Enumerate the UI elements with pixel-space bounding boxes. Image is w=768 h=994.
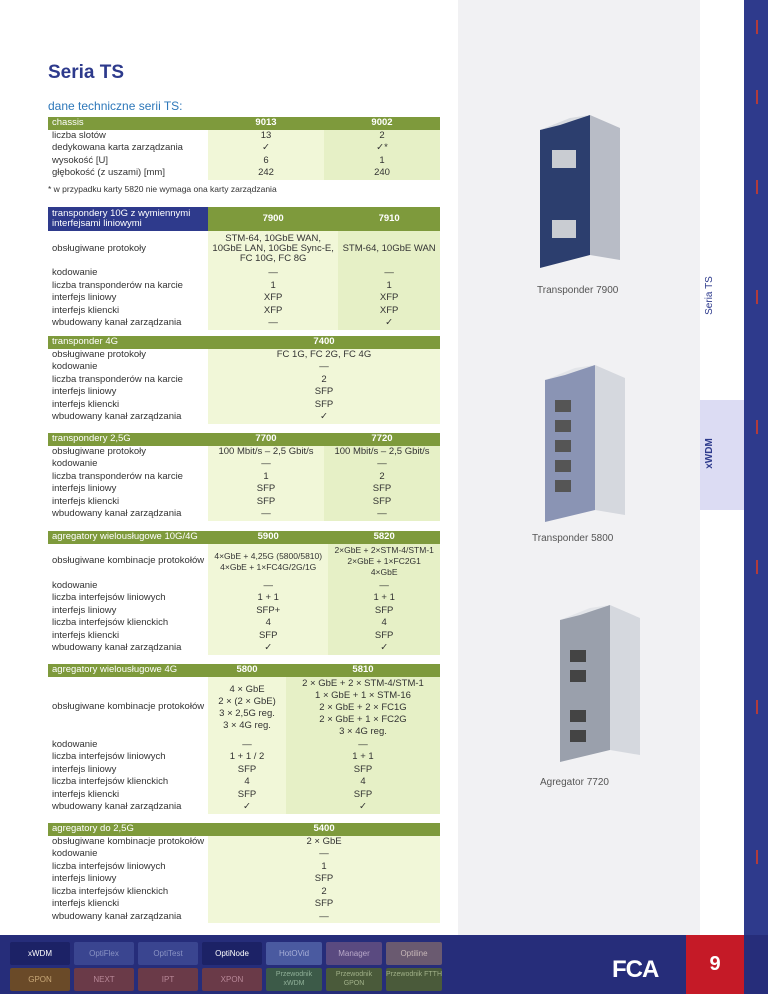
row-label: wysokość [U]: [52, 154, 108, 166]
row-label: liczba interfejsów liniowych: [52, 751, 166, 762]
table-row: [48, 911, 440, 924]
t10g-header-7900: 7900: [208, 207, 338, 231]
combo-line: 3 × 2,5G reg.: [219, 707, 275, 719]
row-label: interfejs liniowy: [52, 483, 117, 494]
nav-optiflex[interactable]: OptiFlex: [74, 942, 134, 965]
cell-value: 100 Mbit/s – 2,5 Gbit/s: [324, 446, 440, 459]
a25g-header-label: agregatory do 2,5G: [48, 823, 208, 836]
combo-line: 4 × GbE: [229, 683, 265, 695]
table-row: [48, 630, 440, 643]
table-row: [48, 751, 440, 764]
cell-value: ✓: [286, 801, 440, 814]
cell-value: —: [208, 580, 328, 593]
table-row: [48, 167, 440, 180]
cell-value: 1 + 1: [328, 592, 440, 605]
cell-value: XFP: [208, 292, 338, 305]
cell-value: SFP: [286, 764, 440, 777]
cell-value: SFP: [208, 789, 286, 802]
table-row: [48, 349, 440, 362]
table-row: [48, 411, 440, 424]
combo-line: 1 × GbE + 1 × STM-16: [315, 689, 411, 701]
combo-line: 2 × GbE + 1 × FC2G: [319, 713, 407, 725]
row-label: obsługiwane protokoły: [52, 348, 147, 360]
cell-value: —: [208, 508, 324, 521]
table-row: [48, 898, 440, 911]
a4g-header-label: agregatory wielousługowe 4G: [48, 664, 208, 677]
protocol-line: FC 10G, FC 8G: [239, 253, 307, 264]
t25g-header-7700: 7700: [208, 433, 324, 446]
cell-value: 1 + 1: [208, 592, 328, 605]
table-row: [48, 496, 440, 509]
cell-value: 2: [324, 130, 440, 143]
cell-value: SFP: [208, 399, 440, 412]
table-row: [48, 861, 440, 874]
combo-line: 2×GbE + 1×FC2G1: [347, 556, 421, 566]
cell-value: 242: [208, 167, 324, 180]
cell-value: ✓: [208, 411, 440, 424]
nav-manager[interactable]: Manager: [326, 942, 382, 965]
table-row: [48, 155, 440, 168]
cell-value: ✓*: [324, 142, 440, 155]
a10g-header-label: agregatory wielousługowe 10G/4G: [48, 531, 208, 544]
aggregator-7720-image: [540, 600, 650, 765]
table-row: [48, 592, 440, 605]
combo-line: 2 × GbE + 2 × FC1G: [319, 701, 407, 713]
nav-xpon[interactable]: XPON: [202, 968, 262, 991]
page-number: 9: [686, 935, 744, 994]
t10g-header-7910: 7910: [338, 207, 440, 231]
table-row: [48, 764, 440, 777]
cell-value: —: [324, 458, 440, 471]
nav-optiline[interactable]: Optiline: [386, 942, 442, 965]
cell-value: 1: [208, 280, 338, 293]
chassis-footnote: * w przypadku karty 5820 nie wymaga ona karty zarządzania: [48, 184, 277, 194]
nav-guide-xwdm[interactable]: Przewodnik xWDM: [266, 968, 322, 991]
cell-value: —: [208, 361, 440, 374]
nav-hotovid[interactable]: HotOVid: [266, 942, 322, 965]
cell-value: —: [328, 580, 440, 593]
row-label: interfejs kliencki: [52, 398, 120, 410]
table-row: [48, 130, 440, 143]
row-label: liczba transponderów na karcie: [52, 470, 183, 482]
cell-value: XFP: [338, 292, 440, 305]
row-label: interfejs kliencki: [52, 304, 120, 316]
transponder-7900-image: [520, 110, 630, 270]
chassis-header-9013: 9013: [208, 117, 324, 130]
cell-value: ✓: [208, 142, 324, 155]
caption-transponder-5800: Transponder 5800: [532, 533, 614, 544]
table-row: [48, 605, 440, 618]
cell-value: FC 1G, FC 2G, FC 4G: [208, 349, 440, 362]
row-label: dedykowana karta zarządzania: [52, 142, 183, 153]
cell-value: 1 + 1 / 2: [208, 751, 286, 764]
table-row: [48, 580, 440, 593]
cell-value: SFP: [208, 898, 440, 911]
cell-value: SFP: [208, 630, 328, 643]
combo-line: 4×GbE + 4,25G (5800/5810): [214, 550, 323, 561]
caption-transponder-7900: Transponder 7900: [537, 285, 619, 296]
row-label: interfejs liniowy: [52, 386, 117, 397]
cell-value: 13: [208, 130, 324, 143]
chassis-table: [48, 117, 440, 180]
cell-value: SFP+: [208, 605, 328, 618]
cell-value: XFP: [338, 305, 440, 318]
row-label: wbudowany kanał zarządzania: [52, 411, 182, 422]
cell-value: 1: [208, 471, 324, 484]
cell-value: —: [208, 739, 286, 752]
row-label: interfejs liniowy: [52, 604, 117, 616]
cell-value: ✓: [208, 642, 328, 655]
row-label: liczba interfejsów liniowych: [52, 860, 166, 872]
row-label: wbudowany kanał zarządzania: [52, 642, 182, 653]
cell-value: SFP: [324, 496, 440, 509]
row-label: liczba transponderów na karcie: [52, 373, 183, 385]
a10g-header-5820: 5820: [328, 531, 440, 544]
table-row: [48, 508, 440, 521]
table-row: [48, 801, 440, 814]
cell-value: —: [324, 508, 440, 521]
combo-line: 4×GbE: [370, 567, 398, 577]
transponders-25g-table: [48, 433, 440, 521]
row-label: głębokość (z uszami) [mm]: [52, 167, 165, 178]
cell-value: SFP: [208, 483, 324, 496]
row-label: liczba transponderów na karcie: [52, 279, 183, 291]
t25g-header-label: transpondery 2,5G: [48, 433, 208, 446]
nav-gpon[interactable]: GPON: [10, 968, 70, 991]
row-label: liczba interfejsów klienckich: [52, 617, 169, 628]
protocol-line: 10GbE LAN, 10GbE Sync-E,: [212, 243, 334, 254]
table-row: [48, 776, 440, 789]
row-label: interfejs liniowy: [52, 763, 117, 775]
row-label: kodowanie: [52, 267, 98, 278]
row-label: liczba interfejsów klienckich: [52, 885, 169, 897]
row-label: wbudowany kanał zarządzania: [52, 801, 182, 812]
row-label: interfejs kliencki: [52, 898, 120, 909]
row-label: interfejs liniowy: [52, 292, 117, 303]
row-label: liczba interfejsów klienckich: [52, 776, 169, 787]
cell-value: 2 × GbE: [208, 836, 440, 849]
combo-line: 2×GbE + 2×STM-4/STM-1: [334, 545, 434, 555]
transponder-4g-table: [48, 336, 440, 424]
row-label: liczba interfejsów liniowych: [52, 592, 166, 603]
nav-ipt[interactable]: IPT: [138, 968, 198, 991]
t4g-header-7400: 7400: [208, 336, 440, 349]
cell-value: SFP: [208, 873, 440, 886]
table-row: [48, 873, 440, 886]
cell-value: SFP: [328, 605, 440, 618]
side-label-ts: Seria TS: [703, 276, 715, 315]
table-row: [48, 848, 440, 861]
table-row: [48, 446, 440, 459]
table-row: [48, 789, 440, 802]
nav-guide-gpon[interactable]: Przewodnik GPON: [326, 968, 382, 991]
row-label: interfejs kliencki: [52, 629, 120, 641]
cell-value: 100 Mbit/s – 2,5 Gbit/s: [208, 446, 324, 459]
cell-value: —: [208, 267, 338, 280]
nav-optitest[interactable]: OptiTest: [138, 942, 198, 965]
section-subtitle: dane techniczne serii TS:: [48, 99, 183, 113]
table-row: [48, 739, 440, 752]
row-label: wbudowany kanał zarządzania: [52, 317, 182, 328]
cell-value: SFP: [208, 496, 324, 509]
cell-value: —: [338, 267, 440, 280]
aggregators-25g-table: [48, 823, 440, 923]
cell-value: ✓: [328, 642, 440, 655]
table-row: [48, 836, 440, 849]
table-row: [48, 361, 440, 374]
table-row: [48, 231, 440, 267]
table-row: [48, 544, 440, 580]
chassis-header-label: chassis: [48, 117, 208, 130]
cell-value: SFP: [208, 764, 286, 777]
cell-value: 2: [208, 886, 440, 899]
nav-xwdm[interactable]: xWDM: [10, 942, 70, 965]
t10g-header-label: transpondery 10G z wymiennymi interfejsami liniowymi: [48, 207, 208, 231]
cell-value: 4: [208, 776, 286, 789]
table-row: [48, 142, 440, 155]
row-label: kodowanie: [52, 579, 98, 591]
cell-value: —: [208, 317, 338, 330]
table-row: [48, 677, 440, 739]
aggregators-4g-table: [48, 664, 440, 814]
row-label: interfejs liniowy: [52, 873, 117, 884]
transponders-10g-table: [48, 207, 440, 330]
cell-value: ✓: [338, 317, 440, 330]
cell-value: 4: [286, 776, 440, 789]
cell-value: 6: [208, 155, 324, 168]
table-row: [48, 458, 440, 471]
t4g-header-label: transponder 4G: [48, 336, 208, 349]
cell-value: SFP: [328, 630, 440, 643]
row-label: obsługiwane kombinacje protokołów: [52, 555, 205, 567]
cell-value: SFP: [324, 483, 440, 496]
table-row: [48, 642, 440, 655]
row-label: interfejs kliencki: [52, 788, 120, 800]
table-row: [48, 374, 440, 387]
row-label: obsługiwane protokoły: [52, 242, 147, 254]
table-row: [48, 386, 440, 399]
table-row: [48, 399, 440, 412]
a4g-header-5810: 5810: [286, 664, 440, 677]
cell-value: STM-64, 10GbE WAN: [338, 231, 440, 267]
table-row: [48, 886, 440, 899]
table-row: [48, 471, 440, 484]
combo-line: 2 × (2 × GbE): [218, 695, 276, 707]
cell-value: ✓: [208, 801, 286, 814]
combo-line: 3 × 4G reg.: [223, 719, 271, 731]
cell-value: XFP: [208, 305, 338, 318]
row-label: wbudowany kanał zarządzania: [52, 508, 182, 519]
table-row: [48, 280, 440, 293]
table-row: [48, 483, 440, 496]
table-row: [48, 317, 440, 330]
table-row: [48, 617, 440, 630]
cell-value: 2: [208, 374, 440, 387]
cell-value: 4: [328, 617, 440, 630]
cell-value: SFP: [286, 789, 440, 802]
cell-value: SFP: [208, 386, 440, 399]
cell-value: 1: [338, 280, 440, 293]
page-title: Seria TS: [48, 62, 125, 83]
a4g-header-5800: 5800: [208, 664, 286, 677]
cell-value: —: [208, 911, 440, 924]
row-label: kodowanie: [52, 738, 98, 750]
a10g-header-5900: 5900: [208, 531, 328, 544]
cell-value: —: [208, 848, 440, 861]
row-label: obsługiwane protokoły: [52, 445, 147, 457]
row-label: wbudowany kanał zarządzania: [52, 910, 182, 922]
aggregators-10g-table: [48, 531, 440, 655]
t25g-header-7720: 7720: [324, 433, 440, 446]
table-row: [48, 267, 440, 280]
cell-value: —: [286, 739, 440, 752]
cell-value: 1: [324, 155, 440, 168]
row-label: kodowanie: [52, 848, 98, 859]
cell-value: 4: [208, 617, 328, 630]
fca-logo: FCA: [612, 956, 659, 983]
combo-line: 2 × GbE + 2 × STM-4/STM-1: [302, 677, 424, 689]
cell-value: 2: [324, 471, 440, 484]
row-label: liczba slotów: [52, 129, 106, 141]
cell-value: —: [208, 458, 324, 471]
protocol-line: STM-64, 10GbE WAN,: [225, 233, 321, 244]
row-label: kodowanie: [52, 361, 98, 372]
row-label: interfejs kliencki: [52, 495, 120, 507]
cell-value: 1: [208, 861, 440, 874]
navy-side-bar: [744, 0, 768, 935]
a25g-header-5400: 5400: [208, 823, 440, 836]
nav-guide-ftth[interactable]: Przewodnik FTTH: [386, 968, 442, 991]
table-row: [48, 305, 440, 318]
nav-optinode[interactable]: OptiNode: [202, 942, 262, 965]
table-row: [48, 292, 440, 305]
row-label: obsługiwane kombinacje protokołów: [52, 835, 205, 847]
transponder-5800-image: [525, 360, 635, 525]
nav-next[interactable]: NEXT: [74, 968, 134, 991]
cell-value: 240: [324, 167, 440, 180]
caption-aggregator-7720: Agregator 7720: [540, 777, 609, 788]
cell-value: 1 + 1: [286, 751, 440, 764]
chassis-header-9002: 9002: [324, 117, 440, 130]
row-label: kodowanie: [52, 458, 98, 469]
combo-line: 4×GbE + 1×FC4G/2G/1G: [220, 561, 317, 572]
side-label-xwdm: xWDM: [703, 438, 715, 469]
combo-line: 3 × 4G reg.: [339, 725, 387, 737]
row-label: obsługiwane kombinacje protokołów: [52, 701, 205, 713]
